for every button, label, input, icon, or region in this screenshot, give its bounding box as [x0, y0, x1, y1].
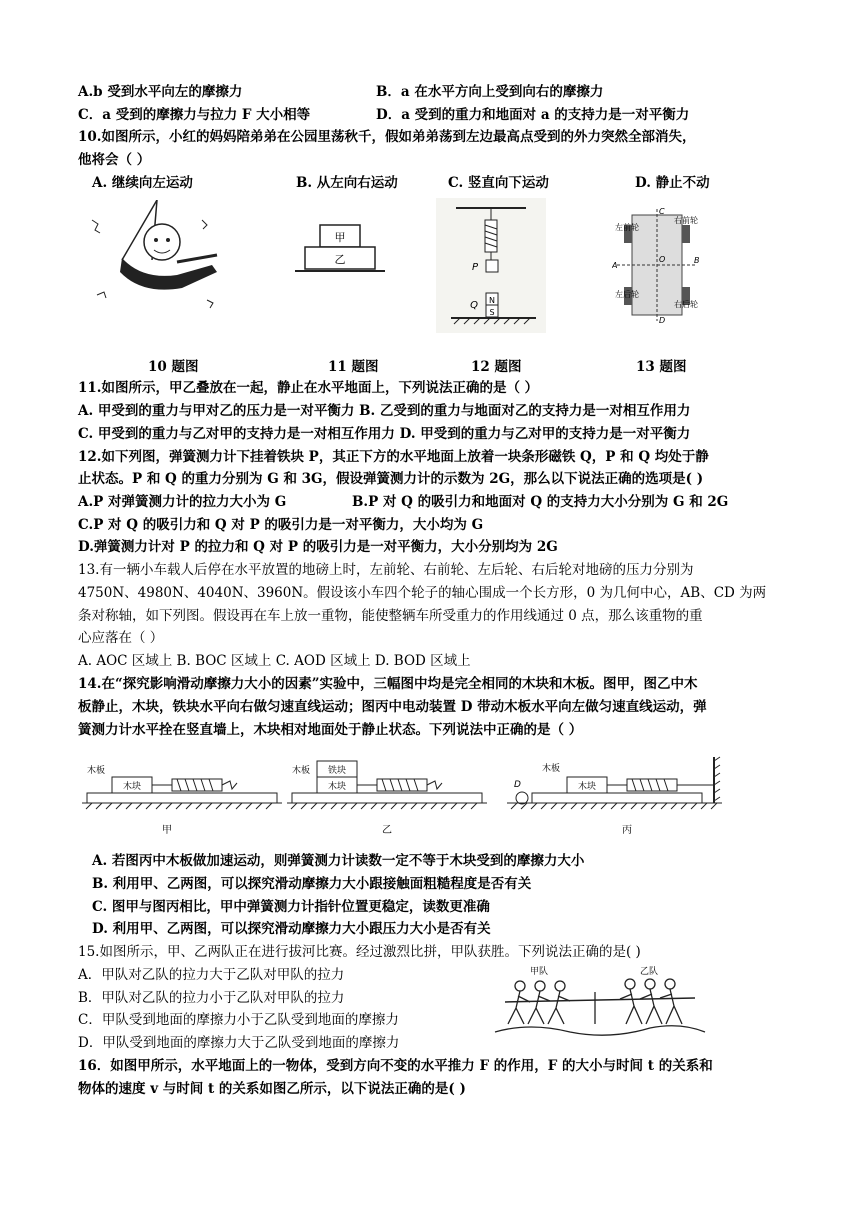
q14-stem-line2: 板静止，木块，铁块水平向右做匀速直线运动；图丙中电动装置 D 带动木板水平向左做匀速直线运动，弹: [78, 699, 707, 715]
q13-stem-line2: 4750N、4980N、4040N、3960N。假设该小车四个轮子的轴心围成一个长方形，0 为几何中心，AB、CD 为两: [78, 585, 767, 601]
q15-option-a: A．甲队对乙队的拉力大于乙队对甲队的拉力: [78, 967, 345, 983]
q9-option-a: A.b 受到水平向左的摩擦力: [78, 84, 243, 100]
setup-yi: [287, 761, 487, 836]
q10-option-c: C. 竖直向下运动: [448, 175, 549, 191]
q12-stem-line1: 12.如下列图，弹簧测力计下挂着铁块 P，其正下方的水平地面上放着一块条形磁铁 Q，P 和 Q 均处于静: [78, 449, 709, 465]
q12-option-d: D.弹簧测力计对 P 的拉力和 Q 对 P 的吸引力是一对平衡力，大小分别均为 2G: [78, 539, 558, 555]
q12-option-a: A.P 对弹簧测力计的拉力大小为 G: [78, 494, 287, 510]
q12-option-b: B.P 对 Q 的吸引力和地面对 Q 的支持力大小分别为 G 和 2G: [352, 494, 729, 510]
center-o-label: O: [659, 255, 666, 264]
q15-option-c: C．甲队受到地面的摩擦力小于乙队受到地面的摩擦力: [78, 1012, 399, 1028]
board-label-bing: 木板: [542, 764, 561, 774]
q14-option-b: B. 利用甲、乙两图，可以探究滑动摩擦力大小跟接触面粗糙程度是否有关: [92, 876, 532, 892]
q16-stem-line1: 16．如图甲所示，水平地面上的一物体，受到方向不变的水平推力 F 的作用，F 的大小与时间 t 的关系和: [78, 1058, 713, 1074]
setup-jia: [82, 764, 282, 836]
motor-d-label: D: [514, 780, 521, 790]
q14-stem-line1: 14.在“探究影响滑动摩擦力大小的因素”实验中，三幅图中均是完全相同的木块和木板。图甲，图乙中木: [78, 676, 698, 692]
q11-options-ab: A. 甲受到的重力与甲对乙的压力是一对平衡力 B. 乙受到的重力与地面对乙的支持力是一对相互作用力: [78, 403, 691, 419]
q10-option-d: D. 静止不动: [635, 175, 710, 191]
swing-figure: [82, 200, 232, 320]
caption-fig13: 13 题图: [636, 359, 687, 375]
caption-fig11: 11 题图: [328, 359, 379, 375]
block-jia-label: 甲: [334, 231, 346, 244]
magnet-s-label: S: [489, 308, 495, 317]
axis-a-label: A: [612, 261, 618, 270]
friction-experiment-figure: [82, 755, 732, 845]
left-front-wheel-label: 左前轮: [615, 223, 639, 232]
caption-fig10: 10 题图: [148, 359, 199, 375]
q13-stem-line4: 心应落在（ ）: [78, 630, 164, 646]
right-rear-wheel-label: 右后轮: [674, 300, 698, 309]
spring-magnet-figure: [436, 198, 546, 333]
stacked-blocks-figure: [290, 215, 390, 285]
q10-stem-line2: 他将会（ ）: [78, 152, 151, 168]
q14-option-a: A. 若图丙中木板做加速运动，则弹簧测力计读数一定不等于木块受到的摩擦力大小: [92, 853, 585, 869]
q13-stem-line3: 条对称轴，如下列图。假设再在车上放一重物，能使整辆车所受重力的作用线通过 0 点，那么该重物的重: [78, 608, 703, 624]
iron-p-label: P: [471, 262, 478, 273]
q12-option-c: C.P 对 Q 的吸引力和 Q 对 P 的吸引力是一对平衡力，大小均为 G: [78, 517, 484, 533]
q11-options-cd: C. 甲受到的重力与乙对甲的支持力是一对相互作用力 D. 甲受到的重力与乙对甲的支持力是一对平衡力: [78, 426, 691, 442]
q9-option-c: C．a 受到的摩擦力与拉力 F 大小相等: [78, 107, 311, 123]
iron-label-yi: 铁块: [327, 766, 347, 776]
axis-c-label: C: [659, 207, 665, 216]
q10-option-b: B. 从左向右运动: [296, 175, 398, 191]
q9-option-b: B．a 在水平方向上受到向右的摩擦力: [376, 84, 604, 100]
team-yi-label: 乙队: [640, 967, 659, 977]
q10-option-a: A. 继续向左运动: [92, 175, 193, 191]
q13-stem-line1: 13.有一辆小车载人后停在水平放置的地磅上时，左前轮、右前轮、左后轮、右后轮对地磅的压力分别为: [78, 562, 694, 578]
board-label-yi: 木板: [292, 766, 311, 776]
block-yi-label: 乙: [334, 253, 346, 266]
q14-option-c: C. 图甲与图丙相比，甲中弹簧测力计指针位置更稳定，读数更准确: [92, 899, 490, 915]
caption-bing: 丙: [622, 825, 632, 836]
right-front-wheel-label: 右前轮: [674, 216, 698, 225]
tug-of-war-figure: [490, 962, 710, 1042]
q12-stem-line2: 止状态。P 和 Q 的重力分别为 G 和 3G，假设弹簧测力计的示数为 2G，那么以下说法正确的选项是( ): [78, 471, 704, 487]
caption-fig12: 12 题图: [471, 359, 522, 375]
left-rear-wheel-label: 左后轮: [615, 290, 639, 299]
q16-stem-line2: 物体的速度 v 与时间 t 的关系如图乙所示，以下说法正确的是( ): [78, 1081, 466, 1097]
magnet-q-label: Q: [470, 300, 478, 311]
caption-yi: 乙: [382, 825, 392, 836]
team-jia-label: 甲队: [530, 967, 549, 977]
magnet-n-label: N: [489, 296, 495, 305]
axis-b-label: B: [694, 256, 700, 265]
q11-stem: 11.如图所示，甲乙叠放在一起，静止在水平地面上，下列说法正确的是（ ）: [78, 380, 539, 396]
q14-stem-line3: 簧测力计水平拴在竖直墙上，木块相对地面处于静止状态。下列说法中正确的是（ ）: [78, 722, 583, 738]
block-label-yi: 木块: [327, 782, 347, 792]
block-label-jia: 木块: [122, 782, 142, 792]
car-axes-figure: [612, 205, 702, 325]
q13-options: A. AOC 区域上 B. BOC 区域上 C. AOD 区域上 D. BOD 区域上: [78, 653, 471, 669]
axis-d-label: D: [659, 316, 666, 325]
q14-option-d: D. 利用甲、乙两图，可以探究滑动摩擦力大小跟压力大小是否有关: [92, 921, 491, 937]
q9-option-d: D．a 受到的重力和地面对 a 的支持力是一对平衡力: [376, 107, 690, 123]
setup-bing: [507, 757, 722, 836]
q15-stem: 15.如图所示，甲、乙两队正在进行拔河比赛。经过激烈比拼，甲队获胜。下列说法正确的是( ): [78, 944, 641, 960]
block-label-bing: 木块: [577, 782, 597, 792]
q10-stem-line1: 10.如图所示，小红的妈妈陪弟弟在公园里荡秋千，假如弟弟荡到左边最高点受到的外力突然全部消失，: [78, 129, 696, 145]
caption-jia: 甲: [162, 825, 172, 836]
q15-option-d: D．甲队受到地面的摩擦力大于乙队受到地面的摩擦力: [78, 1035, 400, 1051]
q15-option-b: B．甲队对乙队的拉力小于乙队对甲队的拉力: [78, 990, 345, 1006]
board-label-jia: 木板: [87, 766, 106, 776]
